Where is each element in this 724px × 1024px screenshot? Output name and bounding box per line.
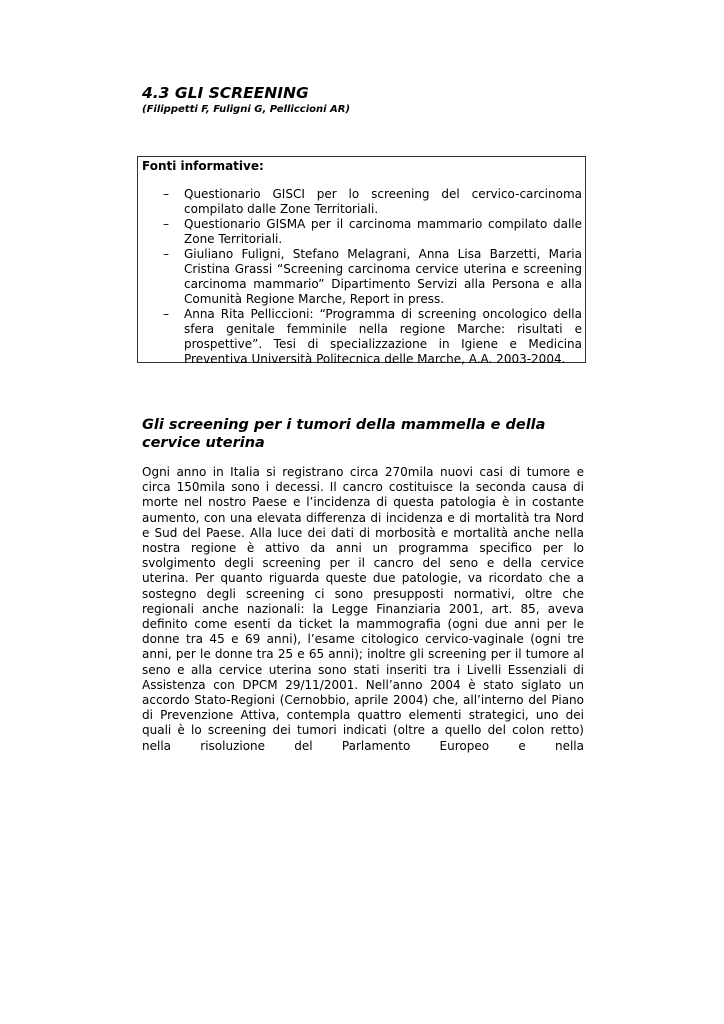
sources-list-item [138,187,585,217]
sources-list-item [138,247,585,307]
sources-list-item [138,307,585,367]
section-title: 4.3 GLI SCREENING [142,84,309,102]
dash-bullet: – [163,247,169,261]
dash-bullet: – [163,307,169,321]
sources-item-text: Questionario GISCI per lo screening del cervico-carcinoma compilato dalle Zone Territoriali. [184,187,582,216]
sources-heading: Fonti informative: [142,159,264,173]
section-authors: (Filippetti F, Fuligni G, Pelliccioni AR) [142,104,351,115]
sources-list-item [138,217,585,247]
sources-box [137,156,586,366]
article-body: Ogni anno in Italia si registrano circa 270mila nuovi casi di tumore e circa 150mila sono i decessi. Il cancro costituisce la seconda causa di morte nel nostro Paese e l’incidenza di questa patologia è in costante aumento, con una elevata differenza di incidenza e di mortalità tra Nord e Sud del Paese. Alla luce dei dati di morbosità e mortalità anche nella nostra regione è attivo da anni un programma specifico per lo svolgimento degli screening per il cancro del seno e della cervice uterina. Per quanto riguarda queste due patologie, va ricordato che a sostegno degli screening ci sono presupposti normativi, oltre che regionali anche nazionali: la Legge Finanziaria 2001, art. 85, aveva definito come esenti da ticket la mammografia (ogni due anni per le donne tra 45 e 69 anni), l’esame citologico cervico-vaginale (ogni tre anni, per le donne tra 25 e 65 anni); inoltre gli screening per il tumore al seno e alla cervice uterina sono stati inseriti tra i Livelli Essenziali di Assistenza con DPCM 29/11/2001. Nell’anno 2004 è stato siglato un accordo Stato-Regioni (Cernobbio, aprile 2004) che, all’interno del Piano di Prevenzione Attiva, contempla quattro elementi strategici, uno dei quali è lo screening dei tumori indicati (oltre a quello del colon retto) nella risoluzione del Parlamento Europeo e nella [142,465,584,753]
sources-list [138,187,585,367]
sources-item-text: Anna Rita Pelliccioni: “Programma di screening oncologico della sfera genitale femminile nella regione Marche: risultati e prospettive”. Tesi di specializzazione in Igiene e Medicina Preventiva Università Politecnica delle Marche, A.A. 2003-2004. [184,307,582,366]
dash-bullet: – [163,187,169,201]
dash-bullet: – [163,217,169,231]
article-heading: Gli screening per i tumori della mammella e della cervice uterina [142,417,546,451]
sources-item-text: Questionario GISMA per il carcinoma mammario compilato dalle Zone Territoriali. [184,217,582,246]
sources-item-text: Giuliano Fuligni, Stefano Melagrani, Anna Lisa Barzetti, Maria Cristina Grassi “Screening carcinoma cervice uterina e screening carcinoma mammario” Dipartimento Servizi alla Persona e alla Comunità Regione Marche, Report in press. [184,247,582,306]
